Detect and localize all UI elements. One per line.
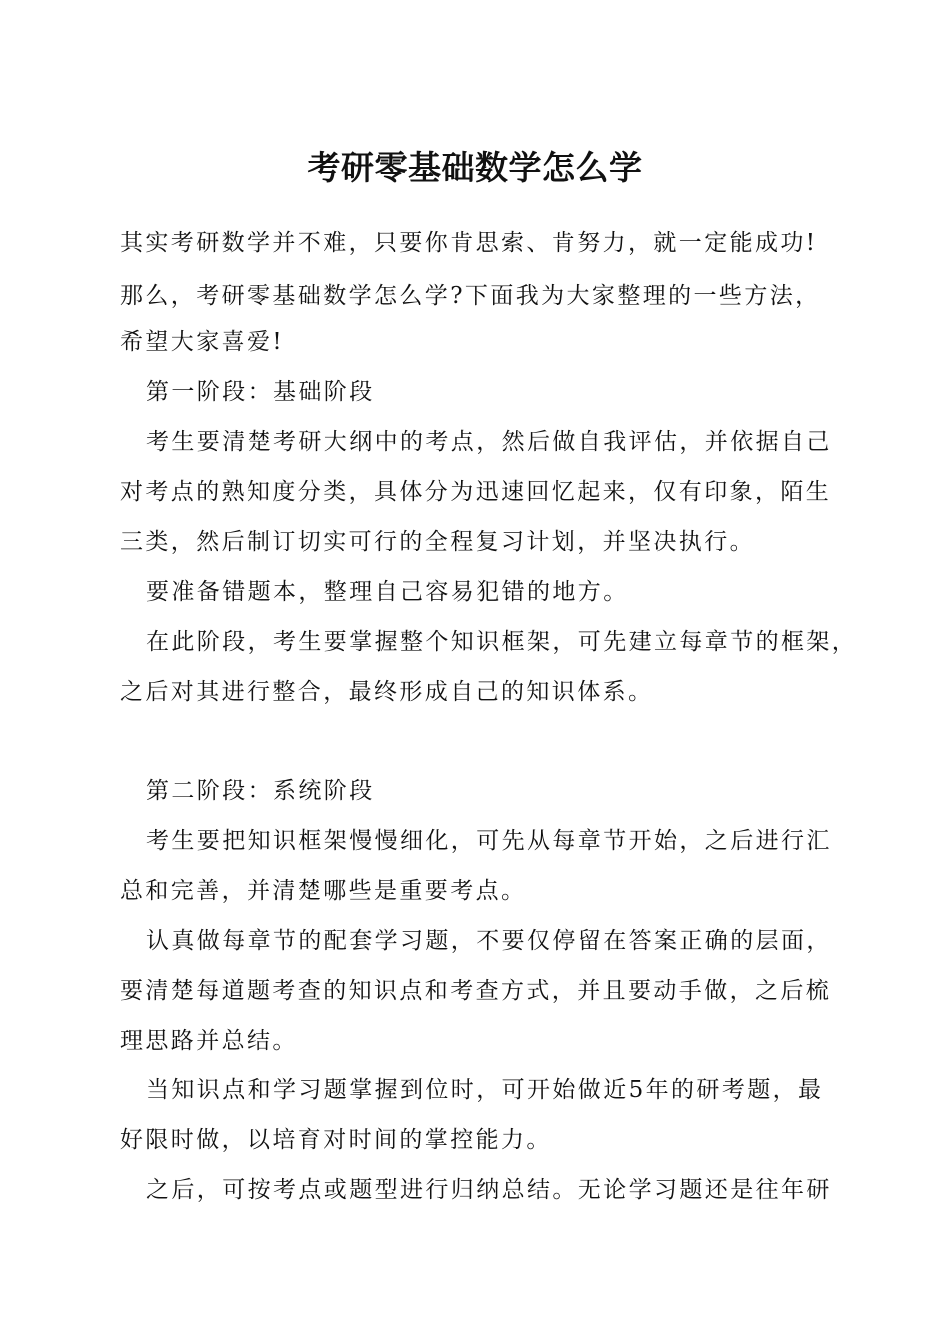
paragraph-line: 理思路并总结。 [120,1028,298,1054]
paragraph-line: 要清楚每道题考查的知识点和考查方式，并且要动手做，之后梳 [120,978,832,1004]
paragraph-line: 总和完善，并清楚哪些是重要考点。 [120,878,527,904]
paragraph-line: 在此阶段，考生要掌握整个知识框架，可先建立每章节的框架， [146,629,858,655]
paragraph-line: 要准备错题本，整理自己容易犯错的地方。 [146,579,629,605]
paragraph-line: 三类，然后制订切实可行的全程复习计划，并坚决执行。 [120,529,755,555]
paragraph-line: 好限时做，以培育对时间的掌控能力。 [120,1127,552,1153]
paragraph-line: 其实考研数学并不难，只要你肯思索、肯努力，就一定能成功! [120,230,818,256]
paragraph-line: 之后对其进行整合，最终形成自己的知识体系。 [120,679,654,705]
paragraph-line: 之后，可按考点或题型进行归纳总结。无论学习题还是往年研 [146,1177,832,1203]
paragraph-line: 当知识点和学习题掌握到位时，可开始做近5年的研考题，最 [146,1077,824,1103]
paragraph-line: 认真做每章节的配套学习题，不要仅停留在答案正确的层面， [146,928,832,954]
document-title: 考研零基础数学怎么学 [307,148,643,187]
paragraph-line: 希望大家喜爱! [120,329,285,355]
paragraph-line: 对考点的熟知度分类，具体分为迅速回忆起来，仅有印象，陌生 [120,479,832,505]
section-heading: 第二阶段：系统阶段 [146,778,375,804]
section-heading: 第一阶段：基础阶段 [146,379,375,405]
paragraph-line: 考生要把知识框架慢慢细化，可先从每章节开始，之后进行汇 [146,828,832,854]
paragraph-line: 考生要清楚考研大纲中的考点，然后做自我评估，并依据自己 [146,429,832,455]
paragraph-line: 那么，考研零基础数学怎么学?下面我为大家整理的一些方法， [120,283,821,309]
